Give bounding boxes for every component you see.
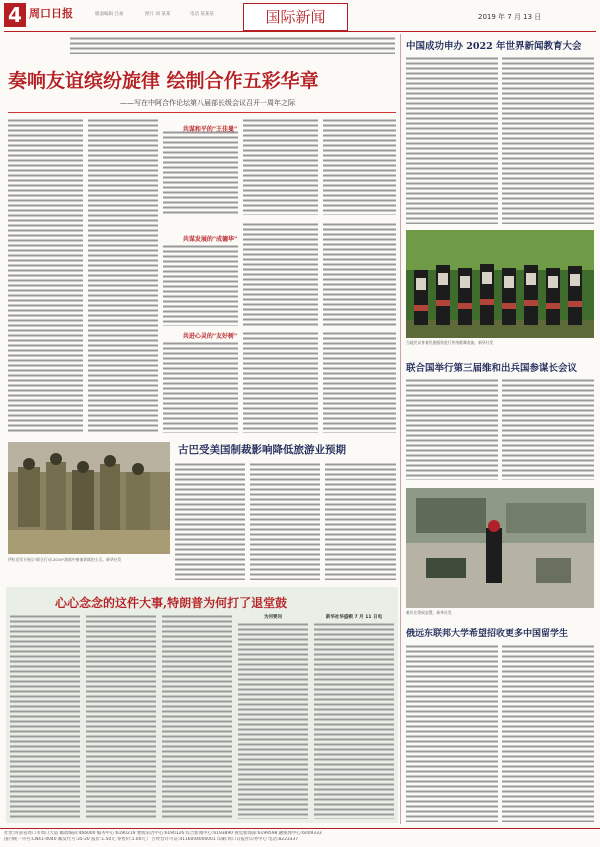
cuba-col-1 — [175, 462, 245, 580]
un-headline: 联合国举行第三届维和出兵国参谋长会议 — [406, 363, 578, 374]
lead-col-3c — [163, 341, 238, 433]
news-edu-headline: 中国成功申办 2022 年世界新闻教育大会 — [406, 41, 582, 52]
refugee-photo — [406, 488, 594, 608]
trump-col-4 — [238, 622, 308, 819]
lead-section-head-2: 共谋发展的"成德华" — [182, 236, 238, 243]
editor-meta: 版面编辑 吕豪 — [95, 12, 124, 17]
soldiers-photo — [8, 442, 170, 554]
lead-col-3b — [163, 244, 238, 326]
cuba-headline: 古巴受美国制裁影响降低旅游业预期 — [178, 444, 346, 456]
section-title: 国际新闻 — [243, 3, 348, 31]
lead-col-2 — [88, 118, 158, 433]
footer — [0, 828, 600, 847]
lead-col-4b — [243, 222, 318, 326]
lead-section-head-1: 共谋和平的"王佳曼" — [182, 126, 238, 133]
lead-col-1 — [8, 118, 83, 433]
issue-date: 2019 年 7 月 13 日 — [478, 13, 542, 21]
lead-col-4a — [243, 118, 318, 215]
lead-col-3a — [163, 130, 238, 215]
refugee-caption: 难民在等候安置。新华社发 — [406, 610, 452, 615]
footer-line-2: 国内统一刊号:CN41-0040 邮发代号:35-20 报价:1.50元 零售价:1.00元 广告经营许可证:4116004000001 印刷:周口日报社印务中心 电话:8223337 — [4, 837, 299, 842]
lead-rule — [8, 112, 396, 113]
page-number: 4 — [4, 3, 26, 27]
cuba-col-3 — [325, 462, 396, 580]
cuba-col-2 — [250, 462, 320, 580]
russia-headline: 俄远东联邦大学希望招收更多中国留学生 — [406, 629, 569, 639]
paper-logo: 周口日报 — [29, 7, 73, 20]
column-divider — [400, 34, 401, 824]
un-col-2 — [502, 378, 594, 480]
trump-headline: 心心念念的这件大事,特朗普为何打了退堂鼓 — [55, 596, 288, 610]
un-col-1 — [406, 378, 498, 480]
dancers-photo — [406, 230, 594, 338]
dancers-caption: 当地民众身着民族服装进行传统歌舞表演。新华社发 — [406, 340, 494, 345]
footer-line-1: 社址:河南省周口市周口大道 邮政编码:466000 编务中心:6190219 要闻采访中心:6190126 综合新闻中心:6193890 视觉新闻部:6199598 融媒体中心:6009333 — [4, 831, 322, 836]
trump-col-1 — [10, 614, 80, 819]
trump-col-head-1: 为何要问 — [264, 615, 282, 620]
news-edu-col-1 — [406, 56, 498, 224]
news-edu-col-2 — [502, 56, 594, 224]
phone-meta: 电话 某某某 — [190, 12, 214, 17]
header-rule — [4, 31, 596, 32]
lead-col-5c — [323, 331, 396, 433]
lead-headline: 奏响友谊缤纷旋律 绘制合作五彩华章 — [8, 70, 319, 92]
lead-intro-text — [70, 36, 395, 54]
trump-col-head-2: 新华社华盛顿 7 月 11 日电 — [325, 615, 383, 620]
trump-col-2 — [86, 614, 156, 819]
lead-section-head-3: 共进心灵的"友好树" — [182, 333, 238, 340]
lead-col-4c — [243, 331, 318, 433]
lead-col-5b — [323, 222, 396, 326]
lead-col-5a — [323, 118, 396, 215]
russia-col-2 — [502, 644, 594, 822]
soldiers-caption: 伊拉克军方展示"联合行动-2019"演练中参加训练的士兵。新华社发 — [8, 557, 122, 562]
lead-subhead: ——写在中阿合作论坛第八届部长级会议召开一周年之际 — [120, 99, 295, 107]
russia-col-1 — [406, 644, 498, 822]
trump-col-3 — [162, 614, 232, 819]
trump-col-5 — [314, 622, 394, 819]
photo-meta: 照片 刘 某某 — [145, 12, 171, 17]
